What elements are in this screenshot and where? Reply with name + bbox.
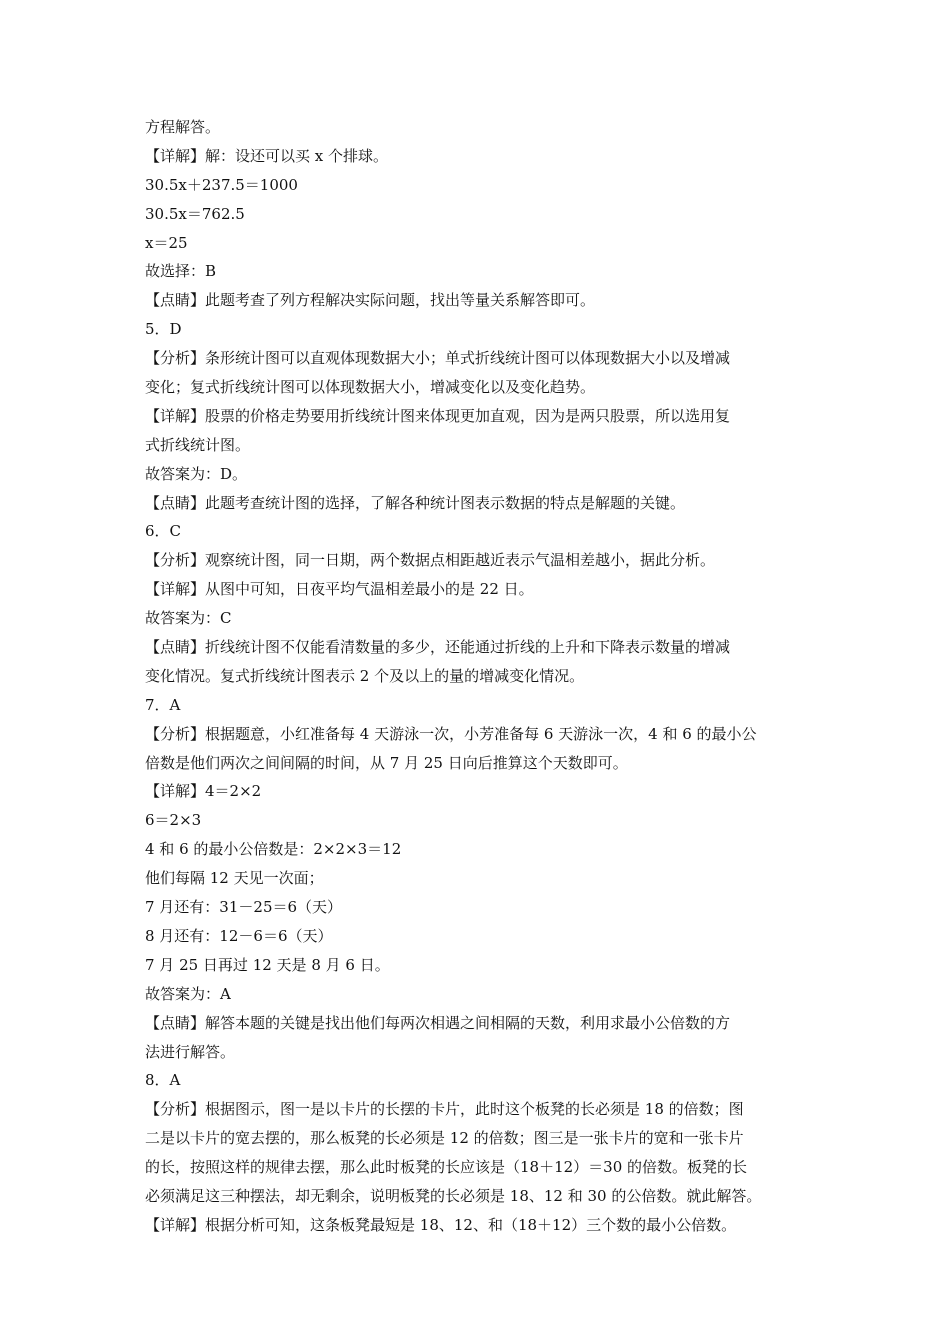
text-line: 【点睛】此题考查统计图的选择，了解各种统计图表示数据的特点是解题的关键。	[145, 493, 686, 512]
question-number: 7．A	[145, 695, 181, 714]
text-line: 【分析】根据题意，小红准备每 4 天游泳一次，小芳准备每 6 天游泳一次，4 和 6 的最小公	[145, 724, 757, 743]
text-line: 30.5x＝762.5	[145, 204, 245, 223]
text-line: 故答案为：D。	[145, 464, 248, 483]
text-line: 的长，按照这样的规律去摆，那么此时板凳的长应该是（18＋12）＝30 的倍数。板凳的长	[145, 1158, 748, 1177]
text-line: 故答案为：A	[145, 984, 231, 1003]
text-line: 二是以卡片的宽去摆的，那么板凳的长必须是 12 的倍数；图三是一张卡片的宽和一张卡片	[145, 1129, 744, 1148]
text-line: 法进行解答。	[145, 1042, 236, 1061]
text-line: 【详解】从图中可知，日夜平均气温相差最小的是 22 日。	[145, 580, 534, 599]
text-line: 方程解答。	[145, 118, 221, 136]
text-line: 变化情况。复式折线统计图表示 2 个及以上的量的增减变化情况。	[145, 666, 585, 685]
text-line: 【分析】观察统计图，同一日期，两个数据点相距越近表示气温相差越小，据此分析。	[145, 551, 716, 570]
text-line: 故选择：B	[145, 262, 217, 281]
question-number: 8．A	[145, 1071, 181, 1090]
question-number: 5．D	[145, 320, 182, 339]
text-line: 他们每隔 12 天见一次面；	[145, 869, 324, 888]
text-line: 8 月还有：12－6＝6（天）	[145, 926, 333, 945]
text-line: 6＝2×3	[145, 811, 202, 830]
text-line: 【点睛】折线统计图不仅能看清数量的多少，还能通过折线的上升和下降表示数量的增减	[145, 638, 731, 657]
text-line: 【分析】条形统计图可以直观体现数据大小；单式折线统计图可以体现数据大小以及增减	[145, 349, 731, 368]
text-line: 式折线统计图。	[145, 435, 251, 454]
text-line: 必须满足这三种摆法，却无剩余，说明板凳的长必须是 18、12 和 30 的公倍数。就此解答。	[145, 1186, 762, 1205]
text-line: 【点睛】解答本题的关键是找出他们每两次相遇之间相隔的天数，利用求最小公倍数的方	[145, 1013, 731, 1032]
document-page	[145, 113, 810, 1240]
question-number: 6．C	[145, 522, 182, 541]
text-line: x＝25	[145, 233, 188, 252]
text-line: 【详解】股票的价格走势要用折线统计图来体现更加直观，因为是两只股票，所以选用复	[145, 406, 731, 425]
text-line: 故答案为：C	[145, 609, 232, 628]
text-line: 7 月 25 日再过 12 天是 8 月 6 日。	[145, 955, 390, 974]
text-line: 倍数是他们两次之间间隔的时间，从 7 月 25 日向后推算这个天数即可。	[145, 753, 628, 772]
text-line: 【详解】解：设还可以买 x 个排球。	[145, 146, 388, 165]
text-line: 【分析】根据图示，图一是以卡片的长摆的卡片，此时这个板凳的长必须是 18 的倍数；图	[145, 1100, 744, 1119]
text-line: 【详解】根据分析可知，这条板凳最短是 18、12、和（18＋12）三个数的最小公倍数。	[145, 1215, 737, 1234]
text-line: 变化；复式折线统计图可以体现数据大小，增减变化以及变化趋势。	[145, 378, 596, 397]
text-line: 【点睛】此题考查了列方程解决实际问题，找出等量关系解答即可。	[145, 291, 596, 310]
text-line: 7 月还有：31－25＝6（天）	[145, 898, 343, 917]
text-line: 【详解】4＝2×2	[145, 782, 262, 801]
text-line: 4 和 6 的最小公倍数是：2×2×3＝12	[145, 840, 402, 859]
text-line: 30.5x＋237.5＝1000	[145, 175, 298, 194]
